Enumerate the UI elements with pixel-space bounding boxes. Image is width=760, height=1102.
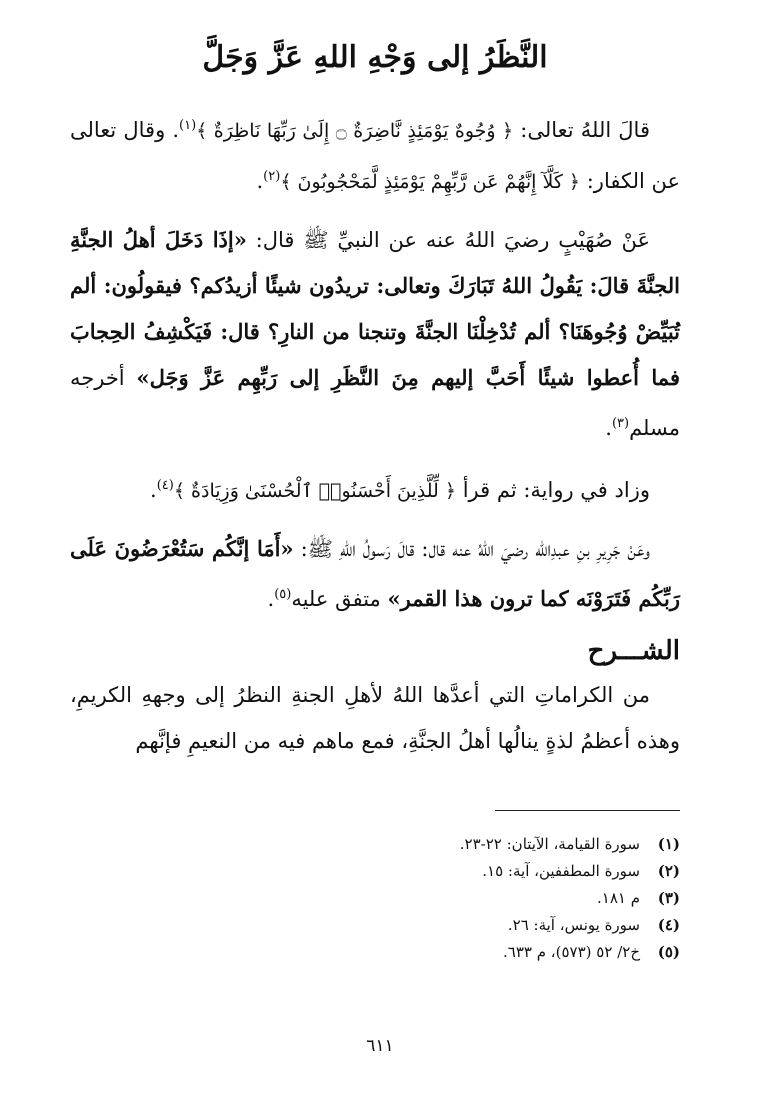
p2-end: أخرجه مسلم [70, 366, 680, 440]
footnote-number: (٥) [657, 943, 680, 961]
footnote-number: (١) [657, 835, 680, 853]
footnote-text: سورة يونس، آية: ٢٦. [507, 916, 640, 934]
footnote-3 [70, 885, 680, 912]
p2-intro: عَنْ صُهَيْبٍ رضيَ اللهُ عنه عن النبيِّ ﷺ قال: [255, 228, 651, 252]
section-heading: الشـــرح [587, 636, 680, 666]
footnote-5 [70, 939, 680, 966]
p1-verse-2: ﴿ كَلَّآ إِنَّهُمْ عَن رَّبِّهِمْ يَوْمَئِذٍ لَّمَحْجُوبُونَ ﴾ [280, 171, 581, 193]
p2-hadith: «إذَا دَخَلَ أهلُ الجنَّةِ الجنَّةَ قالَ: يَقُولُ اللهُ تَبَارَكَ وتعالى: تريدُون شيئًا أزيدُكم؟ فيقولُون: ألم تُبَيِّضْ وُجُوهَنَا؟ ألم تُدْخِلْنَا الجنَّةَ وتنجنا من النارِ؟ قال: فَيَكْشِفُ الحِجابَ فما أُعطوا شيئًا أَحَبَّ إليهم مِنَ النَّظَرِ إلى رَبِّهِم عَزَّ وَجَل» [70, 227, 680, 390]
footnote-ref-4[interactable]: (٤) [156, 478, 174, 493]
paragraph-1 [70, 103, 680, 205]
commentary-paragraph [70, 672, 680, 764]
p1-mid: . وقال تعالى عن الكفار: [70, 118, 680, 193]
paragraph-2: عَنْ صُهَيْبٍ رضيَ اللهُ عنه عن النبيِّ ﷺ قال: «إذَا دَخَلَ أهلُ الجنَّةِ الجنَّةَ قالَ: يَقُولُ اللهُ تَبَارَكَ وتعالى: تريدُون شيئًا أزيدُكم؟ فيقولُون: ألم تُبَيِّضْ وُجُوهَنَا؟ ألم تُدْخِلْنَا الجنَّةَ وتنجنا من النارِ؟ قال: فَيَكْشِفُ الحِجابَ فما أُعطوا شيئًا أَحَبَّ إليهم مِنَ النَّظَرِ إلى رَبِّهِم عَزَّ وَجَل» أخرجه مسلم$^{(٣)}$. [70, 227, 680, 440]
footnote-ref-2[interactable]: (٢) [263, 169, 281, 184]
footnote-text: خ٢/ ٥٢ (٥٧٣)، م ٦٣٣. [503, 943, 640, 961]
p3-intro: وزاد في رواية: ثم قرأ [462, 478, 650, 502]
footnote-text: م ١٨١. [596, 889, 640, 907]
footnote-ref-3[interactable]: (٣) [611, 416, 630, 431]
p4-intro: وعَنْ جَرِيرِ بنِ عبدِالله رضيَ اللهُ عنه قال: قالَ رَسولُ اللهِ ﷺ: [300, 537, 650, 561]
p3-verse: ﴿ لِّلَّذِينَ أَحْسَنُوا۟ ٱلْحُسْنَىٰ وَزِيَادَةٌ ﴾ [173, 480, 457, 502]
footnotes [70, 831, 680, 966]
chapter-title: النَّظَرُ إلى وَجْهِ اللهِ عَزَّ وَجَلَّ [202, 40, 548, 75]
paragraph-3: وزاد في رواية: ثم قرأ ﴿ لِّلَّذِينَ أَحْسَنُوا۟ ٱلْحُسْنَىٰ وَزِيَادَةٌ ﴾$^{(٤)}$. [150, 478, 650, 502]
footnote-ref-1[interactable]: (١) [179, 118, 197, 133]
footnote-ref-5[interactable]: (٥) [274, 587, 292, 602]
p1-intro: قالَ اللهُ تعالى: [520, 118, 650, 142]
footnote-divider [495, 810, 680, 811]
page [70, 40, 680, 1062]
paragraph-4: وعَنْ جَرِيرِ بنِ عبدِالله رضيَ اللهُ عنه قال: قالَ رَسولُ اللهِ ﷺ: «أَمَا إنَّكُم سَتُعْرَضُونَ عَلَى رَبِّكُم فَتَرَوْنَه كما ترون هذا القمر» متفق عليه$^{(٥)}$. [70, 536, 680, 611]
page-number: ٦١١ [366, 1036, 394, 1056]
footnote-1 [70, 831, 680, 858]
p4-end: متفق عليه [291, 587, 381, 611]
footnote-2 [70, 858, 680, 885]
footnote-4 [70, 912, 680, 939]
footnote-number: (٤) [657, 916, 680, 934]
footnote-text: سورة المطففين، آية: ١٥. [482, 862, 640, 880]
commentary-text: من الكراماتِ التي أعدَّها اللهُ لأهلِ الجنةِ النظرُ إلى وجههِ الكريمِ، وهذه أعظمُ لذةٍ ينالُها أهلُ الجنَّةِ، فمع ماهم فيه من النعيمِ فإنَّهم [70, 683, 680, 753]
p1-verse: ﴿ وُجُوهٌ يَوْمَئِذٍ نَّاضِرَةٌ ۝ إِلَىٰ رَبِّهَا نَاظِرَةٌ ﴾ [196, 120, 514, 142]
footnote-number: (٣) [657, 889, 680, 907]
footnote-number: (٢) [657, 862, 680, 880]
p4-hadith: «أَمَا إنَّكُم سَتُعْرَضُونَ عَلَى رَبِّكُم فَتَرَوْنَه كما ترون هذا القمر» [70, 536, 680, 611]
p1-end: . [256, 169, 264, 193]
footnote-text: سورة القيامة، الآيتان: ٢٢-٢٣. [459, 835, 640, 853]
